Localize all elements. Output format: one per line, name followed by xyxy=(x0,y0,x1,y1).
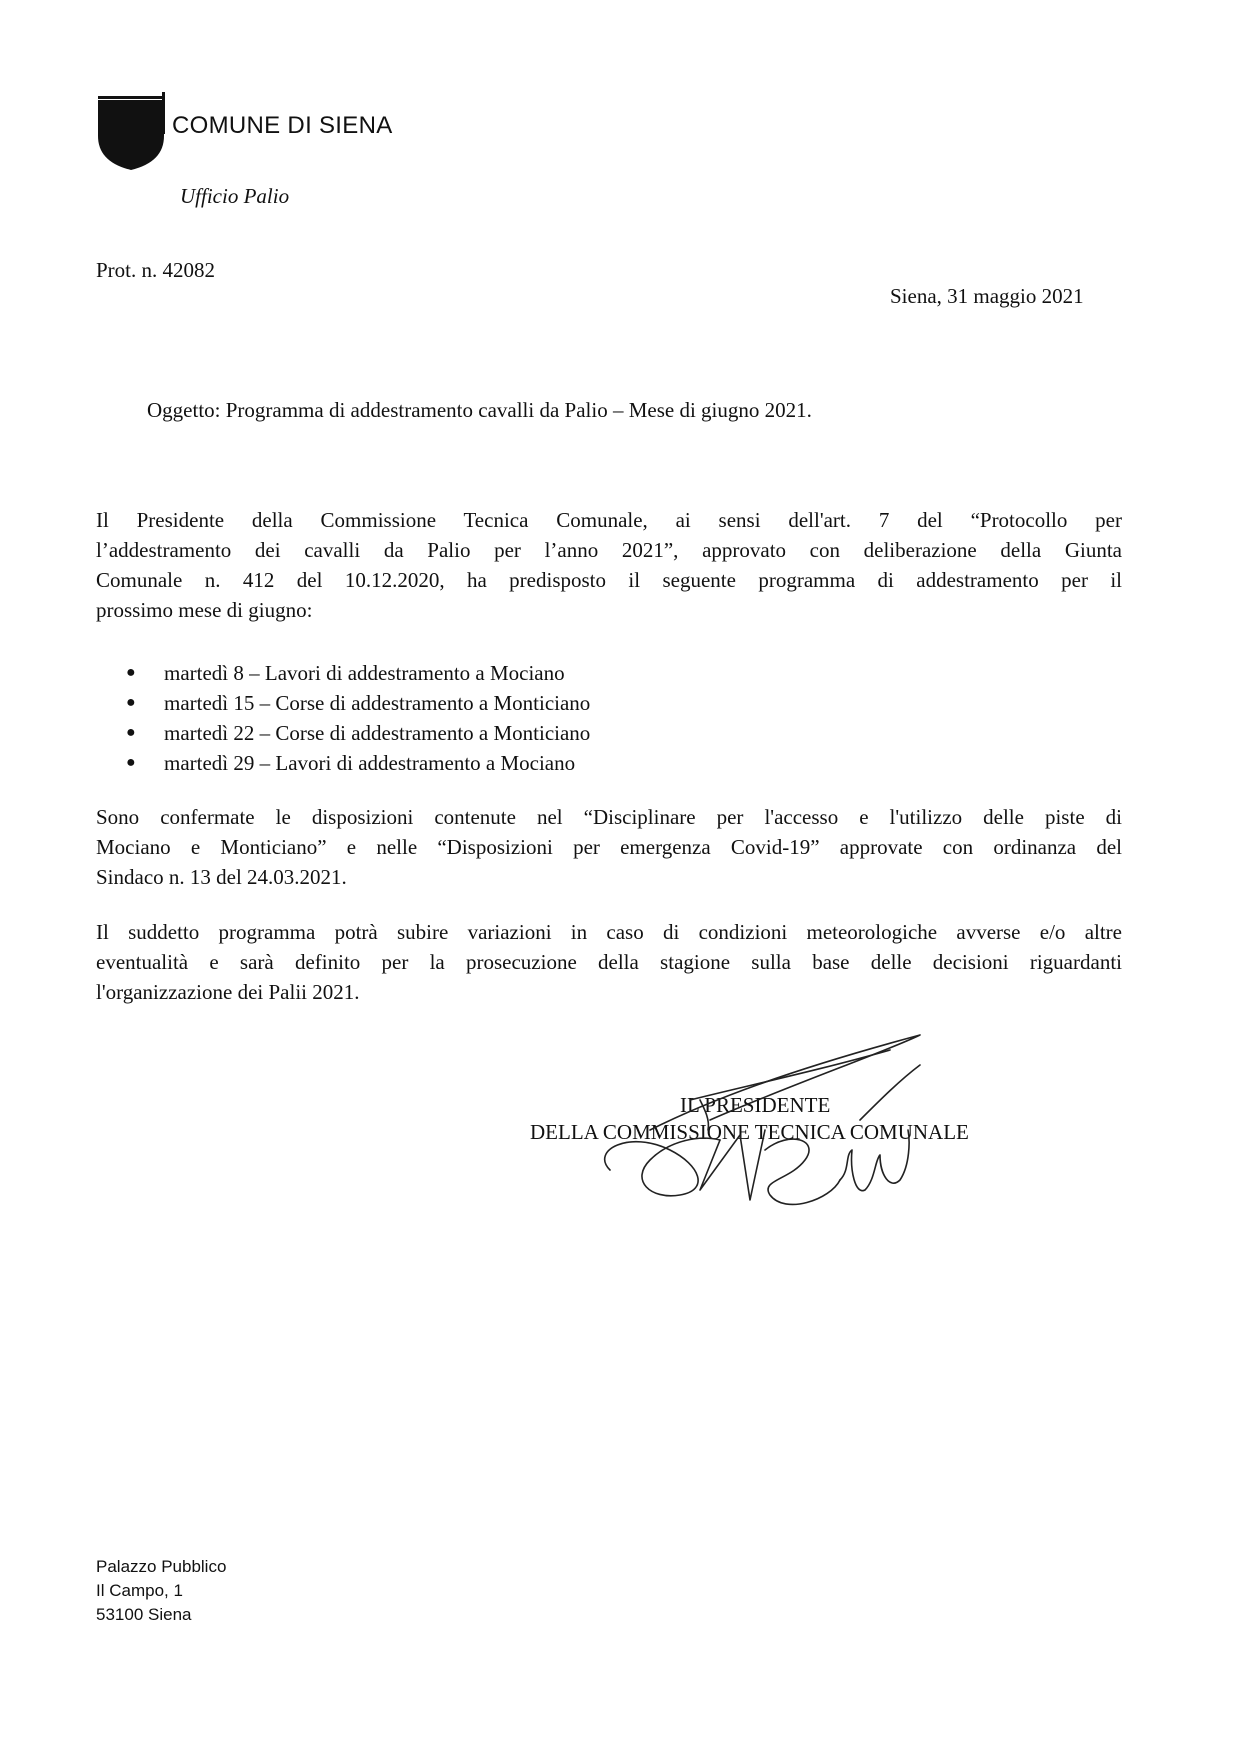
signatory-title: IL PRESIDENTE xyxy=(680,1093,831,1117)
signatory-committee: DELLA COMMISSIONE TECNICA COMUNALE xyxy=(530,1120,969,1144)
office-name: Ufficio Palio xyxy=(180,184,290,208)
paragraph-line: Il Presidente della Commissione Tecnica Comunale, ai sensi dell'art. 7 del “Protocollo per xyxy=(96,508,1122,532)
schedule-item-text: martedì 22 – Corse di addestramento a Monticiano xyxy=(164,721,591,745)
training-schedule-list xyxy=(122,658,590,778)
organization-name: COMUNE DI SIENA xyxy=(172,112,393,139)
schedule-item-text: martedì 8 – Lavori di addestramento a Mociano xyxy=(164,661,565,685)
list-item xyxy=(122,748,590,778)
paragraph-line: l’addestramento dei cavalli da Palio per l’anno 2021”, approvato con deliberazione della Giunta xyxy=(96,538,1122,562)
schedule-item-text: martedì 29 – Lavori di addestramento a Mociano xyxy=(164,751,576,775)
list-item xyxy=(122,688,590,718)
paragraph-line: prossimo mese di giugno: xyxy=(96,598,313,622)
footer-city: 53100 Siena xyxy=(96,1605,192,1624)
list-item xyxy=(122,658,590,688)
paragraph-line: Comunale n. 412 del 10.12.2020, ha predisposto il seguente programma di addestramento per il xyxy=(96,568,1122,592)
bullet-icon: ● xyxy=(126,694,136,711)
paragraph-line: Mociano e Monticiano” e nelle “Disposizioni per emergenza Covid-19” approvate con ordinanza del xyxy=(96,835,1122,859)
variations-paragraph xyxy=(96,917,1122,1007)
comune-crest-logo xyxy=(96,92,166,172)
place-date: Siena, 31 maggio 2021 xyxy=(890,284,1084,308)
bullet-icon: ● xyxy=(126,724,136,741)
footer-street: Il Campo, 1 xyxy=(96,1581,183,1600)
paragraph-line: Sindaco n. 13 del 24.03.2021. xyxy=(96,865,347,889)
handwritten-signature xyxy=(590,1030,950,1220)
paragraph-line: l'organizzazione dei Palii 2021. xyxy=(96,980,360,1004)
provisions-paragraph xyxy=(96,802,1122,892)
paragraph-line: Il suddetto programma potrà subire variazioni in caso di condizioni meteorologiche avverse e/o altre xyxy=(96,920,1122,944)
schedule-item-text: martedì 15 – Corse di addestramento a Monticiano xyxy=(164,691,591,715)
subject-line: Oggetto: Programma di addestramento cavalli da Palio – Mese di giugno 2021. xyxy=(147,398,812,422)
footer-building: Palazzo Pubblico xyxy=(96,1557,227,1576)
bullet-icon: ● xyxy=(126,754,136,771)
protocol-number: Prot. n. 42082 xyxy=(96,258,216,282)
bullet-icon: ● xyxy=(126,664,136,681)
intro-paragraph xyxy=(96,505,1122,625)
paragraph-line: eventualità e sarà definito per la prosecuzione della stagione sulla base delle decisioni riguardanti xyxy=(96,950,1122,974)
paragraph-line: Sono confermate le disposizioni contenute nel “Disciplinare per l'accesso e l'utilizzo delle piste di xyxy=(96,805,1122,829)
list-item xyxy=(122,718,590,748)
